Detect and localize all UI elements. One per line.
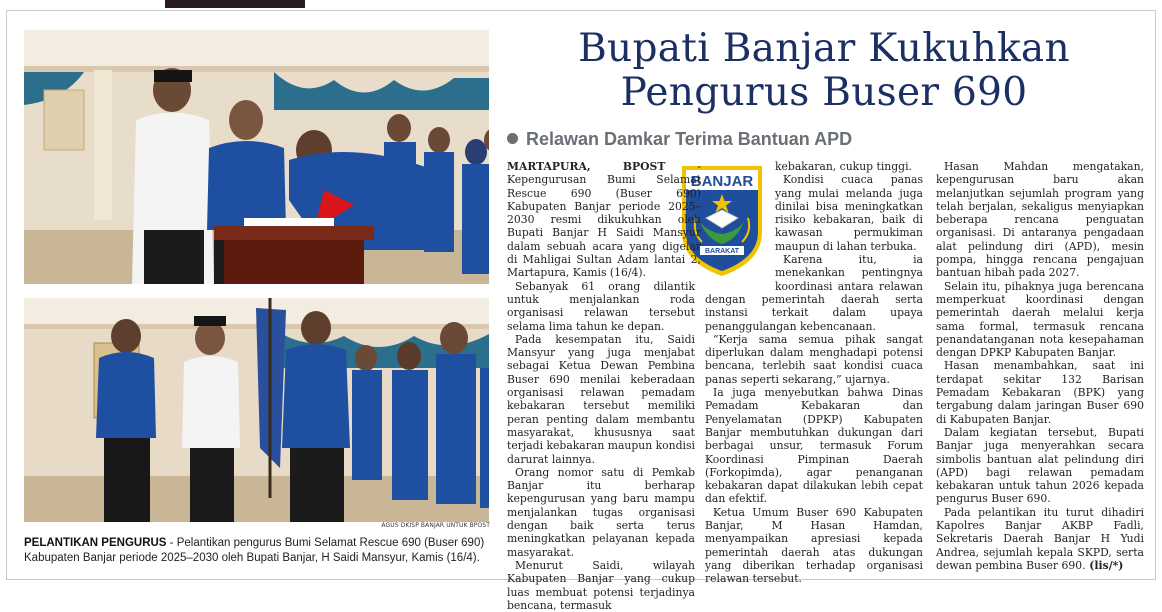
paragraph: Kondisi cuaca panas yang mulai melanda juga dinilai bisa meningkatkan risiko kebakaran, baik di kawasan permukiman maupun di lahan terbuka. xyxy=(775,173,923,253)
bullet-icon xyxy=(507,133,518,144)
paragraph: Orang nomor satu di Pemkab Banjar itu berharap kepengurusan yang baru mampu menjalankan tugas organisasi dengan baik serta terus meningkatkan pelayanan kepada masyarakat. xyxy=(507,465,695,559)
paragraph: Selain itu, pihaknya juga berencana memperkuat koordinasi dengan pemerintah daerah melalui kerja sama formal, termasuk rencana penandatanganan nota kesepahaman dengan DPKP Kabupaten Banjar. xyxy=(936,279,1144,360)
paragraph: Karena itu, ia menekankan pentingnya koordinasi antara relawan dengan pemerintah daerah serta instansi terkait dalam upaya penanggulangan kebencanaan. xyxy=(705,253,923,333)
article-column-1 xyxy=(507,160,701,612)
photo-flag-handover xyxy=(24,298,489,522)
paragraph: MARTAPURA, BPOST - Kepengurusan Bumi Selamat Rescue 690 (Buser 690) Kabupaten Banjar periode 2025–2030 resmi dikukuhkan oleh Bupati Banjar H Saidi Mansyur dalam sebuah acara yang digelar di Mahligai Sultan Adam lantai 2, Martapura, Kamis (16/4). xyxy=(507,160,701,280)
dateline: MARTAPURA, BPOST xyxy=(507,160,666,173)
paragraph: Sebanyak 61 orang dilantik untuk menjalankan roda organisasi relawan tersebut selama lima tahun ke depan. xyxy=(507,279,695,333)
headline xyxy=(504,27,1144,115)
logo-ribbon-text: BARAKAT xyxy=(704,248,740,255)
headline-line-1: Bupati Banjar Kukuhkan xyxy=(578,26,1070,71)
caption-lead: PELANTIKAN PENGURUS xyxy=(24,537,167,549)
article-column-2 xyxy=(705,160,923,586)
paragraph: Ia juga menyebutkan bahwa Dinas Pemadam Kebakaran dan Penyelamatan (DPKP) Kabupaten Banjar membutuhkan dukungan dari berbagai unsur, termasuk Forum Koordinasi Pimpinan Daerah (Forkopimda), agar penanganan kebakaran dapat dilakukan lebih cepat dan efektif. xyxy=(705,386,923,506)
paragraph: “Kerja sama semua pihak sangat diperlukan dalam menghadapi potensi bencana, terlebih saat kondisi cuaca panas seperti sekarang,” ujarnya. xyxy=(705,332,923,386)
subheadline-text: Relawan Damkar Terima Bantuan APD xyxy=(526,129,853,149)
photo-credit: AGUS DKISP BANJAR UNTUK BPOST xyxy=(381,522,490,529)
caption-text: - Pelantikan pengurus Bumi Selamat Rescue 690 (Buser 690) Kabupaten Banjar periode 2025–2030 oleh Bupati Banjar, H Saidi Mansyur, Kamis (16/4). xyxy=(24,537,485,564)
headline-line-2: Pengurus Buser 690 xyxy=(620,70,1028,115)
paragraph: Ketua Umum Buser 690 Kabupaten Banjar, M Hasan Hamdan, menyampaikan apresiasi kepada pemerintah daerah atas dukungan yang diberikan terhadap organisasi relawan tersebut. xyxy=(705,505,923,586)
top-strip xyxy=(165,0,305,8)
photo-signing xyxy=(24,30,489,284)
paragraph: Hasan menambahkan, saat ini terdapat sekitar 132 Barisan Pemadam Kebakaran (BPK) yang tergabung dalam jaringan Buser 690 di Kabupaten Banjar. xyxy=(936,359,1144,426)
paragraph: Pada kesempatan itu, Saidi Mansyur yang juga menjabat sebagai Ketua Dewan Pembina Buser 690 menilai keberadaan organisasi relawan pemadam kebakaran tersebut memiliki peran penting dalam membantu masyarakat, khususnya saat terjadi kebakaran maupun kondisi darurat lainnya. xyxy=(507,332,695,466)
photo-caption xyxy=(24,536,494,566)
signoff: (lis/*) xyxy=(1085,558,1124,572)
subheadline xyxy=(507,127,852,151)
paragraph: Dalam kegiatan tersebut, Bupati Banjar juga menyerahkan secara simbolis bantuan alat pelindung diri (APD) bagi relawan pemadam kebakaran untuk tahun 2026 kepada pengurus Buser 690. xyxy=(936,425,1144,506)
paragraph: Hasan Mahdan mengatakan, kepengurusan baru akan melanjutkan sejumlah program yang telah berjalan, sekaligus menyiapkan beberapa rencana penguatan organisasi. Di antaranya pengadaan alat pelindung diri (APD), mesin pompa, hingga rencana pengajuan bantuan hibah pada 2027. xyxy=(936,160,1144,280)
paragraph: Menurut Saidi, wilayah Kabupaten Banjar yang cukup luas membuat potensi terjadinya bencana, termasuk xyxy=(507,558,695,612)
logo-banner-text: BANJAR xyxy=(690,173,754,190)
article-column-3 xyxy=(936,160,1144,572)
paragraph: Pada pelantikan itu turut dihadiri Kapolres Banjar AKBP Fadli, Sekretaris Daerah Banjar H Yudi Andrea, sejumlah kepala SKPD, serta dewan pembina Buser 690. (lis/*) xyxy=(936,505,1144,572)
paragraph: kebakaran, cukup tinggi. xyxy=(775,160,912,173)
